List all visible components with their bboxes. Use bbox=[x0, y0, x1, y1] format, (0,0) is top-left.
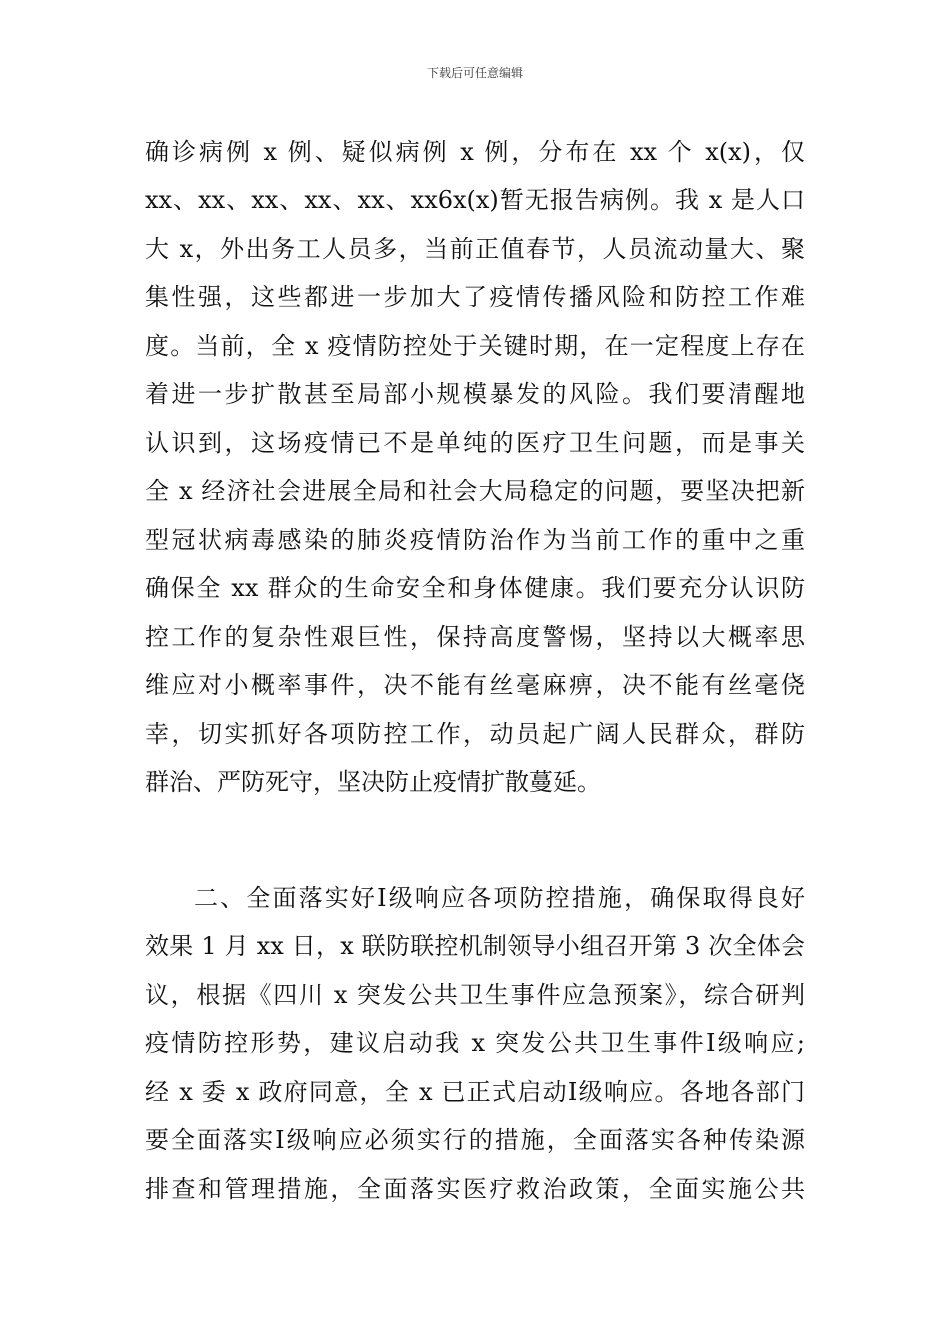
text-line: 着进一步扩散甚至局部小规模暴发的风险。我们要清醒地 bbox=[145, 380, 805, 408]
text-line: 集性强，这些都进一步加大了疫情传播风险和防控工作难 bbox=[145, 283, 805, 311]
text-line: 维应对小概率事件，决不能有丝毫麻痹，决不能有丝毫侥 bbox=[145, 671, 805, 699]
text-line: 控工作的复杂性艰巨性，保持高度警惕，坚持以大概率思 bbox=[145, 623, 805, 651]
text-line: 幸，切实抓好各项防控工作，动员起广阔人民群众，群防 bbox=[145, 720, 805, 748]
text-line: 大 x，外出务工人员多，当前正值春节，人员流动量大、聚 bbox=[145, 235, 805, 263]
text-line: 确诊病例 x 例、疑似病例 x 例，分布在 xx 个 x(x)，仅 bbox=[145, 138, 805, 166]
text-line: 疫情防控形势，建议启动我 x 突发公共卫生事件Ⅰ级响应; bbox=[145, 1029, 805, 1057]
heading-line: 二、全面落实好Ⅰ级响应各项防控措施，确保取得良好 bbox=[194, 884, 805, 912]
text-line: 经 x 委 x 政府同意，全 x 已正式启动Ⅰ级响应。各地各部门 bbox=[145, 1078, 805, 1106]
text-line: 型冠状病毒感染的肺炎疫情防治作为当前工作的重中之重 bbox=[145, 526, 805, 554]
text-line: 议，根据《四川 x 突发公共卫生事件应急预案》，综合研判 bbox=[145, 981, 805, 1009]
page-header: 下载后可任意编辑 bbox=[426, 66, 523, 80]
text-line: xx、xx、xx、xx、xx、xx6x(x)暂无报告病例。我 x 是人口 bbox=[145, 186, 805, 214]
text-line: 效果 1 月 xx 日，x 联防联控机制领导小组召开第 3 次全体会 bbox=[145, 932, 805, 960]
text-line: 度。当前，全 x 疫情防控处于关键时期，在一定程度上存在 bbox=[145, 332, 805, 360]
text-line: 认识到，这场疫情已不是单纯的医疗卫生问题，而是事关 bbox=[145, 429, 805, 457]
text-line: 要全面落实Ⅰ级响应必须实行的措施，全面落实各种传染源 bbox=[145, 1126, 805, 1154]
text-line-last: 群治、严防死守，坚决防止疫情扩散蔓延。 bbox=[145, 768, 601, 796]
text-line: 全 x 经济社会进展全局和社会大局稳定的问题，要坚决把新 bbox=[145, 477, 805, 505]
text-line: 确保全 xx 群众的生命安全和身体健康。我们要充分认识防 bbox=[145, 574, 805, 602]
text-line: 排查和管理措施，全面落实医疗救治政策，全面实施公共 bbox=[145, 1175, 805, 1203]
